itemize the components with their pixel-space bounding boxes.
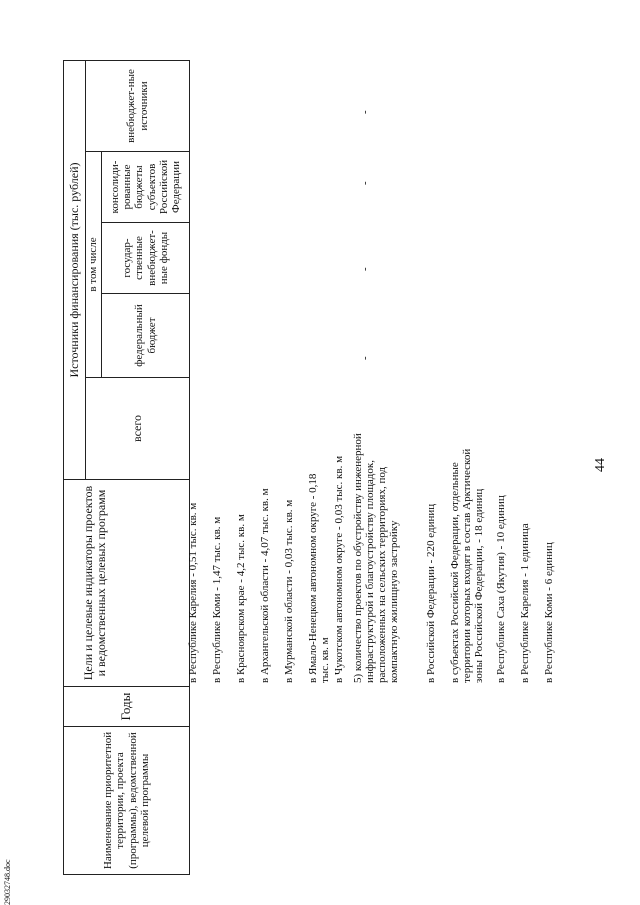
header-federal-column: федеральный бюджет [102,294,190,378]
header-total-column: всего [86,378,190,480]
funding-table-header [63,60,190,875]
goal-item: в Архангельской области - 4,07 тыс. кв. м [259,488,271,683]
page-number: 44 [593,458,608,472]
header-years-column: Годы [64,687,190,727]
dash-federal: - [359,267,371,271]
goal-item: в Республике Коми - 1,47 тыс. кв. м [211,516,223,683]
goal-item: в Республике Карелия - 0,51 тыс. кв. м [187,502,199,683]
header-name-column: Наименование приоритетной территории, проекта (программы), ведомственной целевой программы [64,727,190,875]
goal-item: в субъектах Российской Федерации, отдельные территории которых входят в состав Арктической зоны Российской Федерации, - 18 единиц [449,448,485,683]
header-regional-column: консолиди-рованные бюджеты субъектов Российской Федерации [102,152,190,223]
goal-item: в Республике Карелия - 1 единица [519,523,531,683]
header-extrabudget-column: внебюджет-ные источники [86,61,190,152]
goal-item: в Республике Саха (Якутия) - 10 единиц [495,495,507,683]
goal-item: 5) количество проектов по обустройству инженерной инфраструктурой и благоустройству площадок, расположенных на сельских территориях, под компактную жилищную застройку [352,433,400,683]
goal-item: в Ямало-Ненецком автономном округе - 0,18 тыс. кв. м [307,473,331,683]
header-funding-group: Источники финансирования (тыс. рублей) [64,61,86,480]
footer-file-code: 29032748.doc [3,859,12,905]
goal-item: в Мурманской области - 0,03 тыс. кв. м [283,499,295,683]
goal-item: в Республике Коми - 6 единиц [543,542,555,683]
header-state-funds-column: государ-ственные внебюджет-ные фонды [102,223,190,294]
dash-state-funds: - [359,181,371,185]
goal-item: в Красноярском крае - 4,2 тыс. кв. м [235,514,247,683]
header-goals-column: Цели и целевые индикаторы проектов и ведомственных целевых программ [64,480,190,687]
goal-item: в Российской Федерации - 220 единиц [425,503,437,683]
dash-regional: - [359,110,371,114]
dash-total: - [359,356,371,360]
goal-item: в Чукотском автономном округе - 0,03 тыс. кв. м [333,455,345,683]
header-including-label: в том числе [86,152,102,378]
